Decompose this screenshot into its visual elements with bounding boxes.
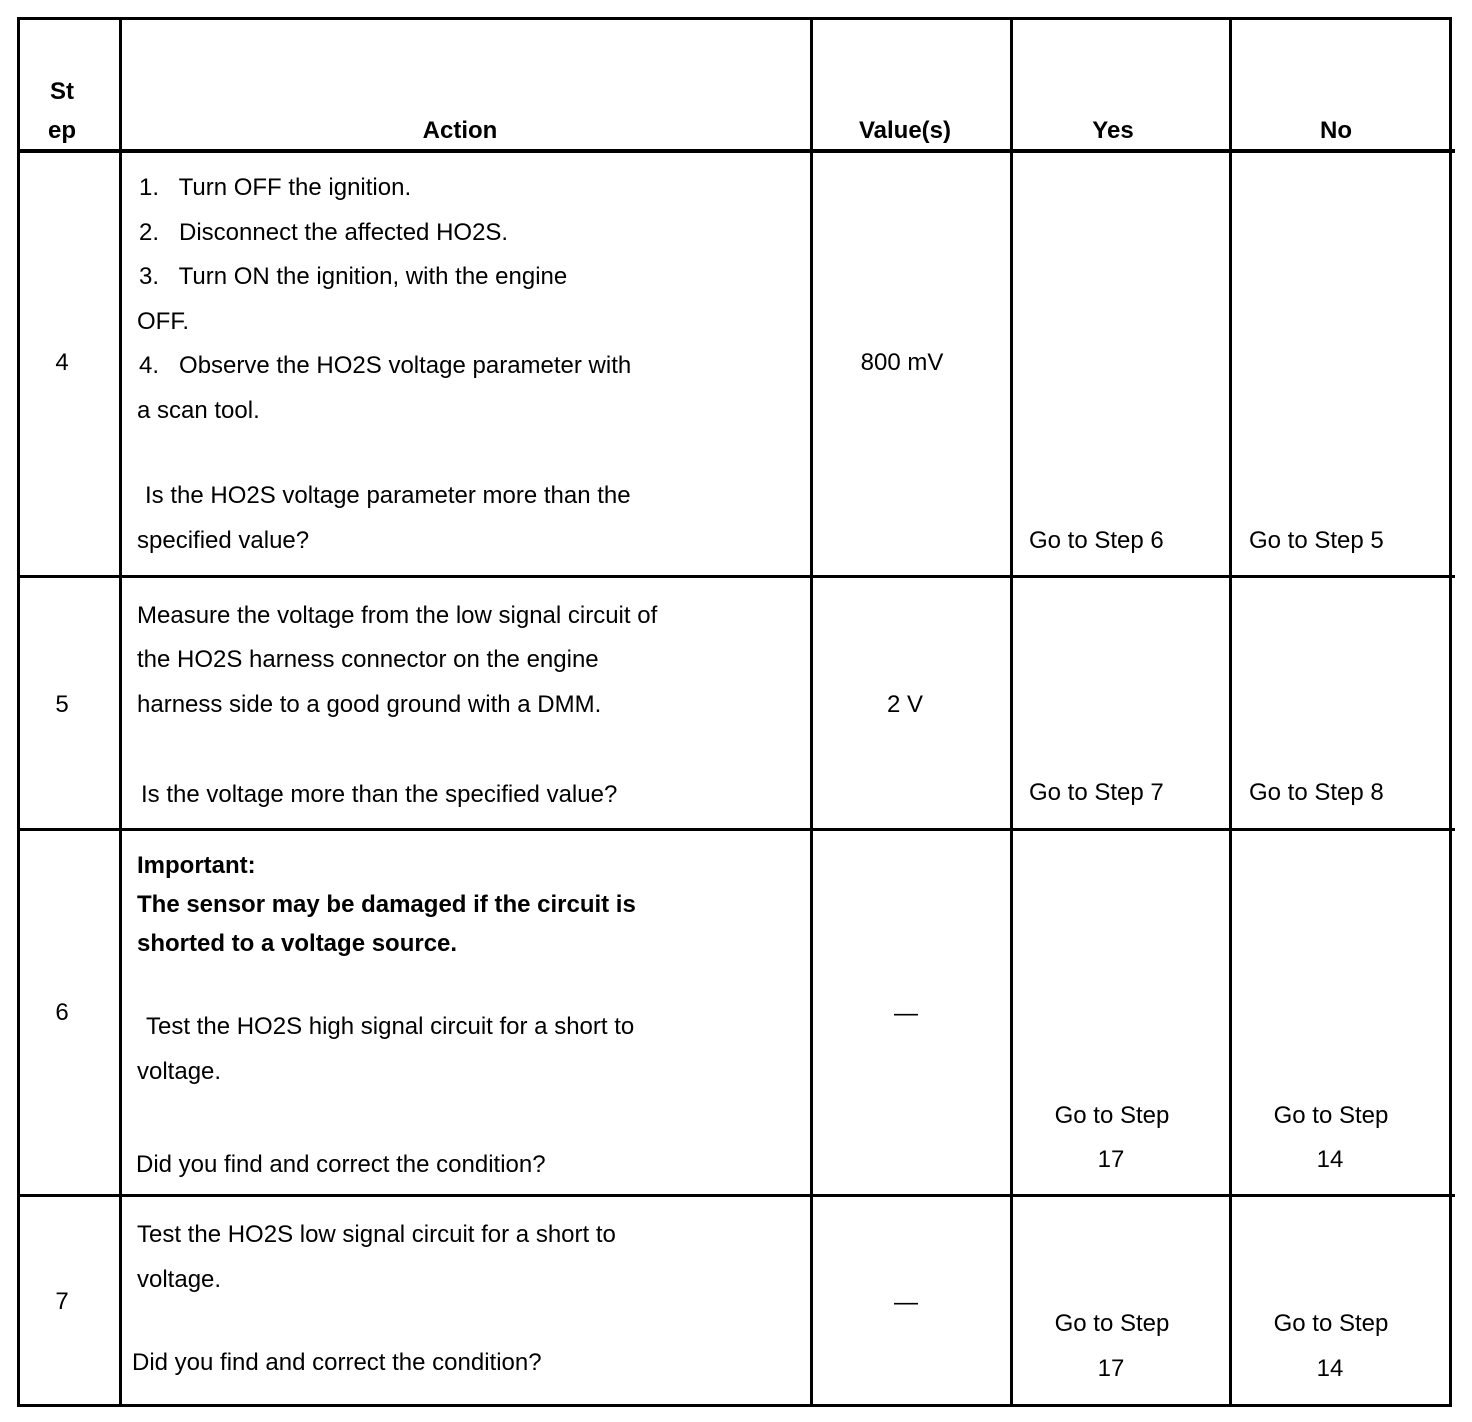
yes-cell-line1: Go to Step [1054, 1310, 1170, 1337]
row-divider-4 [17, 575, 1455, 578]
yes-cell-line2: 17 [1097, 1146, 1125, 1173]
column-divider-values [1010, 17, 1013, 1407]
action-line: Test the HO2S high signal circuit for a short to [146, 1013, 635, 1040]
action-question: Is the HO2S voltage parameter more than the [145, 482, 631, 509]
action-line: the HO2S harness connector on the engine [137, 646, 599, 673]
row-divider-6 [17, 1194, 1455, 1197]
action-line: 2. Disconnect the affected HO2S. [139, 219, 509, 246]
action-line: Test the HO2S low signal circuit for a short to [137, 1221, 616, 1248]
row-divider-5 [17, 828, 1455, 831]
warning-line: The sensor may be damaged if the circuit is [137, 891, 636, 918]
warning-line: shorted to a voltage source. [137, 930, 458, 957]
header-action: Action [422, 117, 498, 144]
action-line: OFF. [137, 308, 189, 335]
header-divider [17, 149, 1455, 153]
table-border-bottom [17, 1404, 1452, 1407]
column-divider-yes [1229, 17, 1232, 1407]
no-cell: Go to Step 8 [1249, 779, 1384, 806]
step-number: 6 [55, 999, 69, 1026]
action-line: harness side to a good ground with a DMM. [137, 691, 602, 718]
no-cell-line1: Go to Step [1273, 1310, 1389, 1337]
step-number: 5 [55, 691, 69, 718]
value-cell: 2 V [886, 691, 924, 718]
value-cell: — [894, 1000, 918, 1027]
action-question: Is the voltage more than the specified value? [141, 781, 618, 808]
no-cell-line2: 14 [1316, 1355, 1344, 1382]
header-step-line2: ep [47, 117, 77, 144]
yes-cell: Go to Step 6 [1029, 527, 1164, 554]
yes-cell: Go to Step 7 [1029, 779, 1164, 806]
action-line: 1. Turn OFF the ignition. [139, 174, 412, 201]
no-cell-line2: 14 [1316, 1146, 1344, 1173]
action-line: voltage. [137, 1266, 222, 1293]
yes-cell-line1: Go to Step [1054, 1102, 1170, 1129]
action-line: a scan tool. [137, 397, 260, 424]
header-values: Value(s) [858, 117, 952, 144]
yes-cell-line2: 17 [1097, 1355, 1125, 1382]
action-question: Did you find and correct the condition? [136, 1151, 546, 1178]
step-number: 7 [55, 1288, 69, 1315]
no-cell: Go to Step 5 [1249, 527, 1384, 554]
action-question: specified value? [137, 527, 310, 554]
value-cell: — [894, 1289, 918, 1316]
action-line: Measure the voltage from the low signal circuit of [137, 602, 658, 629]
action-question: Did you find and correct the condition? [132, 1349, 542, 1376]
header-step-line1: St [50, 78, 74, 105]
table-border-top [17, 17, 1452, 20]
table-border-right [1449, 17, 1452, 1407]
action-line: 3. Turn ON the ignition, with the engine [139, 263, 568, 290]
column-divider-step [119, 17, 122, 1407]
header-yes: Yes [1092, 117, 1134, 144]
column-divider-action [810, 17, 813, 1407]
value-cell: 800 mV [860, 349, 944, 376]
header-no: No [1320, 117, 1352, 144]
important-label: Important: [137, 852, 256, 879]
table-border-left [17, 17, 20, 1407]
step-number: 4 [55, 349, 69, 376]
action-line: voltage. [137, 1058, 222, 1085]
action-line: 4. Observe the HO2S voltage parameter with [139, 352, 632, 379]
no-cell-line1: Go to Step [1273, 1102, 1389, 1129]
